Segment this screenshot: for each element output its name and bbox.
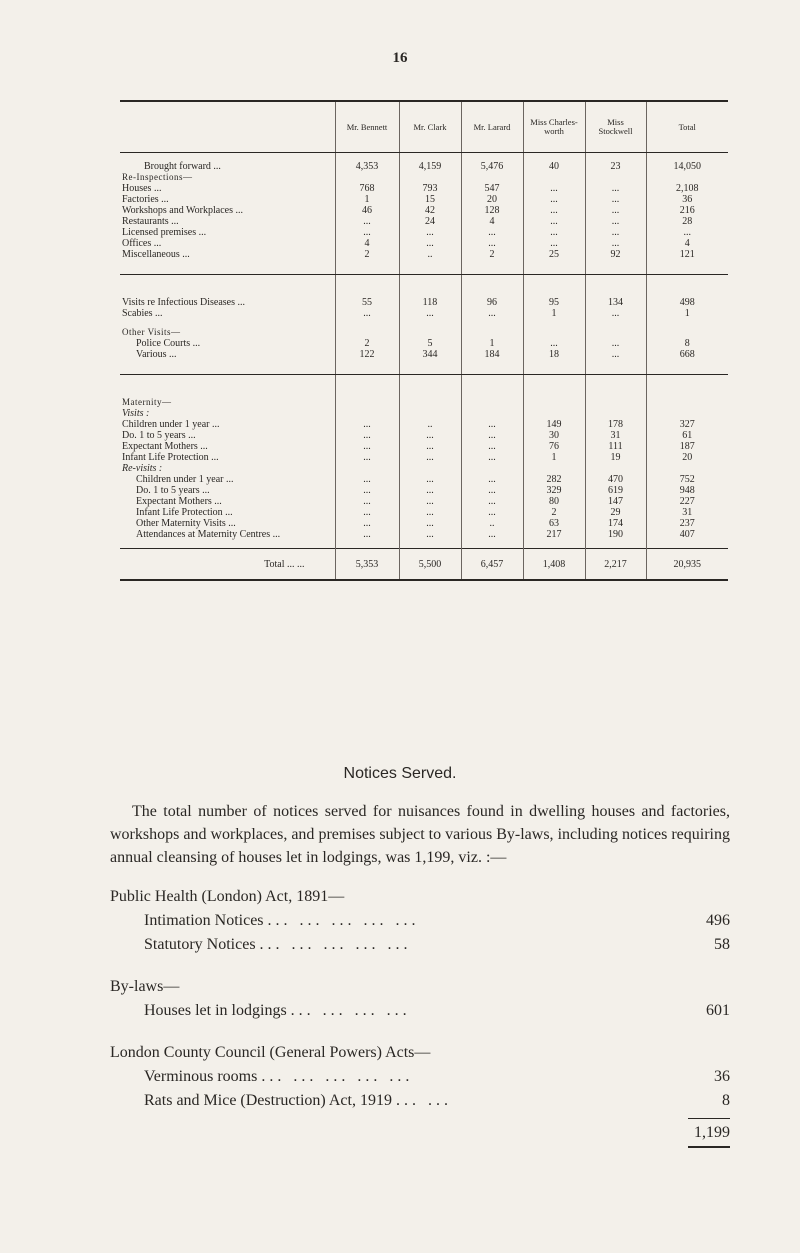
cell-value: 149 [523,419,585,430]
cell-value: ... [585,205,646,216]
row-label: Do. 1 to 5 years ... [122,430,196,441]
column-header: Mr. Larard [461,101,523,153]
cell-value: 2,108 [646,183,728,194]
table-row [120,216,728,227]
cell-value: 96 [461,297,523,308]
cell-value: ... [399,227,461,238]
cell-value: 329 [523,485,585,496]
cell-value: 282 [523,474,585,485]
cell-value: 134 [585,297,646,308]
cell-value [399,408,461,419]
cell-value [335,463,399,474]
cell-value: 111 [585,441,646,452]
cell-value: 237 [646,518,728,529]
row-label: Attendances at Maternity Centres ... [136,529,281,540]
row-label: Total ... ... [120,549,335,581]
cell-value: 752 [646,474,728,485]
section-heading [120,397,728,408]
notice-item-value: 8 [722,1092,730,1109]
cell-value: ... [523,238,585,249]
spacer-row [120,360,728,375]
cell-value: ... [585,238,646,249]
cell-value: ... [461,441,523,452]
cell-value: 190 [585,529,646,540]
cell-value: 327 [646,419,728,430]
table-row [120,227,728,238]
cell-value: 46 [335,205,399,216]
table-row [120,430,728,441]
row-label: Other Visits— [122,327,181,337]
table-row [120,238,728,249]
section-heading [120,172,728,183]
cell-value [335,397,399,408]
cell-value: 2,217 [585,549,646,581]
grand-total: 1,199 [694,1124,730,1141]
cell-value: ... [399,308,461,319]
group-heading: By-laws— [110,978,180,995]
cell-value [461,327,523,338]
cell-value: 1 [523,308,585,319]
cell-value [585,172,646,183]
spacer-row [120,153,728,162]
cell-value: ... [461,485,523,496]
cell-value [399,172,461,183]
inspection-table [120,100,728,581]
cell-value: 4 [335,238,399,249]
row-label: Maternity— [122,397,172,407]
header-label-cell [120,101,335,153]
column-header: Miss Charles-worth [523,101,585,153]
cell-value: ... [585,338,646,349]
cell-value [461,397,523,408]
spacer-row [120,375,728,398]
cell-value [646,408,728,419]
cell-value: 1 [461,338,523,349]
cell-value: ... [461,419,523,430]
cell-value: 5,476 [461,161,523,172]
cell-value: 20 [461,194,523,205]
cell-value: ... [461,529,523,540]
cell-value [335,408,399,419]
cell-value: 23 [585,161,646,172]
row-label: Houses ... [122,183,162,194]
cell-value [585,463,646,474]
cell-value: ... [335,529,399,540]
cell-value: ... [335,419,399,430]
cell-value: 28 [646,216,728,227]
cell-value: ... [523,205,585,216]
cell-value: 5,353 [335,549,399,581]
cell-value: ... [335,441,399,452]
cell-value: 14,050 [646,161,728,172]
section-heading [120,327,728,338]
cell-value: 2 [523,507,585,518]
cell-value: 31 [646,507,728,518]
cell-value: 40 [523,161,585,172]
cell-value [335,327,399,338]
cell-value [335,172,399,183]
cell-value: 178 [585,419,646,430]
cell-value [399,327,461,338]
cell-value [646,463,728,474]
cell-value [399,397,461,408]
page-number: 16 [392,50,408,66]
row-label: Visits re Infectious Diseases ... [122,297,245,308]
row-label: Licensed premises ... [122,227,207,238]
cell-value: ... [399,507,461,518]
cell-value: 4,353 [335,161,399,172]
cell-value: ... [335,430,399,441]
cell-value [585,408,646,419]
group-heading: Public Health (London) Act, 1891— [110,888,345,905]
row-label: Workshops and Workplaces ... [122,205,243,216]
cell-value [646,397,728,408]
notice-item-value: 496 [706,912,730,929]
cell-value: ... [399,452,461,463]
cell-value: .. [399,419,461,430]
column-header: Total [646,101,728,153]
subsection-heading [120,463,728,474]
table-row [120,205,728,216]
cell-value: 793 [399,183,461,194]
notice-item-label: Rats and Mice (Destruction) Act, 1919 ... ... [144,1092,452,1109]
cell-value [523,408,585,419]
cell-value: ... [461,238,523,249]
cell-value: 184 [461,349,523,360]
cell-value: 407 [646,529,728,540]
cell-value: ... [335,485,399,496]
notice-item-label: Verminous rooms ... ... ... ... ... [144,1068,414,1085]
cell-value: 121 [646,249,728,260]
cell-value: 2 [461,249,523,260]
cell-value [646,172,728,183]
cell-value: 63 [523,518,585,529]
cell-value: ... [461,452,523,463]
cell-value [461,463,523,474]
cell-value: 55 [335,297,399,308]
cell-value: ... [399,529,461,540]
notice-item-value: 36 [714,1068,730,1085]
cell-value: ... [461,227,523,238]
notice-item-label: Houses let in lodgings ... ... ... ... [144,1002,411,1019]
row-label: Offices ... [122,238,162,249]
table-row [120,507,728,518]
cell-value: ... [399,441,461,452]
row-label: Expectant Mothers ... [122,441,208,452]
brought-forward-row [120,161,728,172]
row-label: Re-Inspections— [122,172,193,182]
table-row [120,249,728,260]
cell-value: ... [585,349,646,360]
notices-title: Notices Served. [343,765,457,782]
notice-item-value: 601 [706,1002,730,1019]
row-label: Infant Life Protection ... [136,507,233,518]
leader-dots: ... ... ... ... ... [267,912,420,929]
group-heading: London County Council (General Powers) Acts— [110,1044,431,1061]
cell-value: 470 [585,474,646,485]
cell-value: ... [646,227,728,238]
row-label: Visits : [122,408,150,419]
notice-item-value: 58 [714,936,730,953]
notice-item-label: Intimation Notices ... ... ... ... ... [144,912,420,929]
cell-value: 6,457 [461,549,523,581]
cell-value: ... [335,452,399,463]
cell-value: 29 [585,507,646,518]
cell-value: ... [335,227,399,238]
cell-value: 1,408 [523,549,585,581]
cell-value: ... [523,194,585,205]
total-row [120,549,728,581]
cell-value: ... [523,338,585,349]
cell-value: 1 [523,452,585,463]
cell-value: ... [585,227,646,238]
cell-value: 187 [646,441,728,452]
cell-value: 174 [585,518,646,529]
table-row [120,349,728,360]
cell-value: 619 [585,485,646,496]
cell-value [399,463,461,474]
cell-value [585,327,646,338]
cell-value [523,327,585,338]
notice-item-label: Statutory Notices ... ... ... ... ... [144,936,412,953]
row-label: Do. 1 to 5 years ... [136,485,210,496]
cell-value: ... [335,518,399,529]
cell-value: ... [585,308,646,319]
table-row [120,474,728,485]
cell-value: 147 [585,496,646,507]
cell-value: 344 [399,349,461,360]
cell-value: 31 [585,430,646,441]
cell-value: 498 [646,297,728,308]
cell-value: 92 [585,249,646,260]
cell-value [585,397,646,408]
cell-value: 95 [523,297,585,308]
cell-value: ... [461,308,523,319]
cell-value: 19 [585,452,646,463]
row-label: Various ... [136,349,177,360]
row-label: Factories ... [122,194,169,205]
cell-value: ... [399,518,461,529]
cell-value: 948 [646,485,728,496]
table-row [120,485,728,496]
cell-value: 4 [646,238,728,249]
cell-value: ... [335,308,399,319]
cell-value: 80 [523,496,585,507]
cell-value: 8 [646,338,728,349]
spacer-row [120,540,728,549]
leader-dots: ... ... ... ... [290,1002,411,1019]
subsection-heading [120,408,728,419]
cell-value: ... [461,430,523,441]
cell-value: 216 [646,205,728,216]
row-label: Miscellaneous ... [122,249,190,260]
cell-value: 122 [335,349,399,360]
column-header: Miss Stockwell [585,101,646,153]
cell-value: 2 [335,338,399,349]
table-row [120,308,728,319]
cell-value: 227 [646,496,728,507]
table-row [120,338,728,349]
cell-value: ... [399,238,461,249]
leader-dots: ... ... ... ... ... [259,936,412,953]
cell-value [523,397,585,408]
row-label: Other Maternity Visits ... [136,518,236,529]
cell-value [461,408,523,419]
cell-value: 4 [461,216,523,227]
cell-value: ... [399,430,461,441]
spacer-row [120,260,728,275]
cell-value [646,327,728,338]
cell-value: 20 [646,452,728,463]
cell-value: 5 [399,338,461,349]
cell-value: ... [461,496,523,507]
cell-value: ... [523,216,585,227]
cell-value: ... [523,183,585,194]
cell-value: ... [585,194,646,205]
cell-value [523,463,585,474]
cell-value: 18 [523,349,585,360]
column-header: Mr. Bennett [335,101,399,153]
cell-value: ... [523,227,585,238]
cell-value: 1 [646,308,728,319]
row-label: Brought forward ... [144,161,221,172]
row-label: Infant Life Protection ... [122,452,219,463]
cell-value: 217 [523,529,585,540]
notices-paragraph: The total number of notices served for nuisances found in dwelling houses and factories, workshops and workplaces, and premises subject to various By-laws, including notices requiring annual cleansing of houses let in lodgings, was 1,199, viz. :— [110,803,730,866]
table-header-row [120,101,728,153]
cell-value: .. [461,518,523,529]
leader-dots: ... ... [395,1092,452,1109]
leader-dots: ... ... ... ... ... [261,1068,414,1085]
cell-value: 4,159 [399,161,461,172]
cell-value: ... [335,507,399,518]
cell-value: 25 [523,249,585,260]
cell-value: ... [335,496,399,507]
spacer-row [120,319,728,327]
cell-value: 24 [399,216,461,227]
cell-value: ... [461,474,523,485]
cell-value: 1 [335,194,399,205]
table-row [120,452,728,463]
row-label: Re-visits : [122,463,163,474]
cell-value: 547 [461,183,523,194]
row-label: Expectant Mothers ... [136,496,222,507]
cell-value [461,172,523,183]
row-label: Police Courts ... [136,338,201,349]
cell-value: 42 [399,205,461,216]
cell-value: 2 [335,249,399,260]
row-label: Restaurants ... [122,216,179,227]
cell-value: .. [399,249,461,260]
cell-value: 128 [461,205,523,216]
cell-value: 5,500 [399,549,461,581]
row-label: Children under 1 year ... [122,419,220,430]
cell-value: ... [461,507,523,518]
column-header: Mr. Clark [399,101,461,153]
cell-value: ... [585,216,646,227]
cell-value: 118 [399,297,461,308]
row-label: Scabies ... [122,308,163,319]
spacer-row [120,275,728,298]
table-row [120,183,728,194]
table-row [120,529,728,540]
table-row [120,297,728,308]
cell-value: 61 [646,430,728,441]
cell-value: 15 [399,194,461,205]
table-row [120,518,728,529]
table-row [120,419,728,430]
table-row [120,194,728,205]
cell-value: 668 [646,349,728,360]
table-row [120,441,728,452]
table-row [120,496,728,507]
cell-value: ... [399,485,461,496]
cell-value: 76 [523,441,585,452]
total-double-rule [688,1146,730,1148]
cell-value: 36 [646,194,728,205]
cell-value: 20,935 [646,549,728,581]
cell-value: ... [399,474,461,485]
cell-value [523,172,585,183]
cell-value: 768 [335,183,399,194]
cell-value: ... [585,183,646,194]
cell-value: ... [335,474,399,485]
cell-value: ... [335,216,399,227]
cell-value: ... [399,496,461,507]
cell-value: 30 [523,430,585,441]
row-label: Children under 1 year ... [136,474,234,485]
total-rule [688,1118,730,1119]
